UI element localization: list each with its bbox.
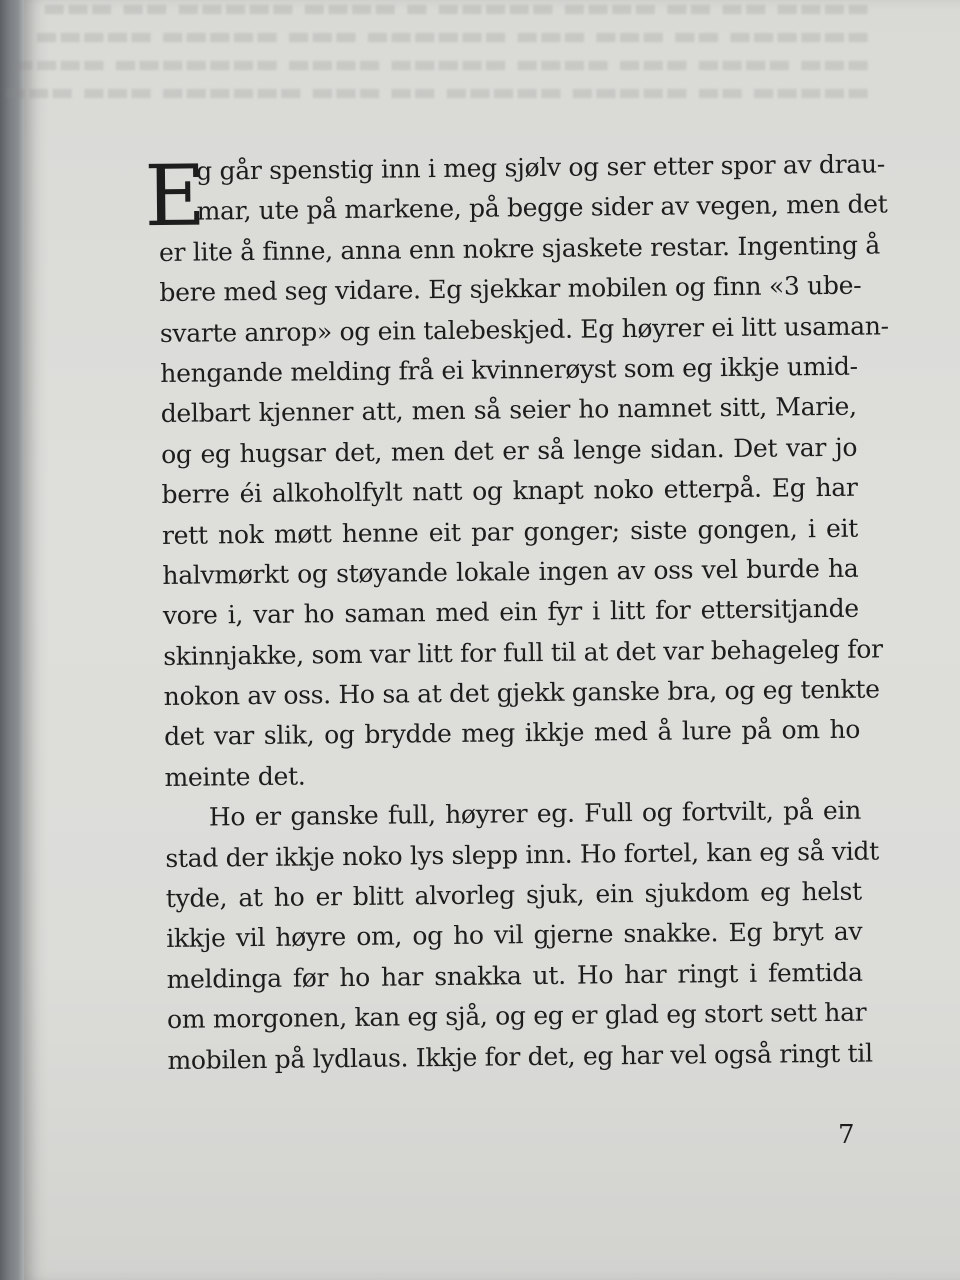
paragraph — [165, 791, 880, 1081]
text-line: skinnjakke, som var litt for full til at det var behageleg for — [163, 634, 883, 671]
text-line: mar, ute på markene, på begge sider av vegen, men det — [196, 189, 888, 226]
paragraph — [158, 145, 889, 799]
text-line: Ho er ganske full, høyrer eg. Full og fortvilt, på ein — [208, 795, 862, 832]
text-line: om morgonen, kan eg sjå, og eg er glad eg stort sett har — [166, 997, 867, 1035]
text-line: det var slik, og brydde meg ikkje med å lure på om ho — [163, 715, 861, 752]
book-page — [3, 0, 960, 1280]
text-line: tyde, at ho er blitt alvorleg sjuk, ein sjukdom eg helst — [165, 876, 862, 913]
text-line: meinte det. — [164, 761, 306, 792]
text-line: meldinga før ho har snakka ut. Ho har ringt i femtida — [166, 957, 863, 994]
text-line: svarte anrop» og ein talebeskjed. Eg høyrer ei litt usaman- — [159, 310, 889, 348]
bleed-through-text: ▬▬▬▬ ▬▬ ▬▬ ▬▬▬▬ ▬▬▬▬▬ ▬ ▬▬▬▬ ▬▬▬▬▬ ▬▬ ▬▬▬ ▬▬▬▬▬▬ ▬▬ ▬▬▬ ▬▬▬ ▬▬▬▬▬▬ ▬▬▬ ▬▬▬▬▬ ▬▬▬▬▬ ▬▬▬ ▬▬▬▬ ▬▬▬ ▬▬▬▬ ▬▬▬▬▬ ▬▬▬▬ ▬▬▬▬▬▬▬ ▬▬▬▬ ▬▬▬▬▬ ▬▬ ▬▬▬▬▬ ▬▬▬▬▬ ▬▬ ▬▬▬ ▬▬▬▬▬▬ ▬▬▬ ▬▬▬ — [3, 0, 870, 106]
text-line: hengande melding frå ei kvinnerøyst som eg ikkje umid- — [160, 351, 858, 388]
text-line: mobilen på lydlaus. Ikkje for det, eg har vel også ringt til — [167, 1038, 873, 1075]
text-line: og eg hugsar det, men det er så lenge sidan. Det var jo — [161, 432, 858, 469]
text-line: halvmørkt og støyande lokale ingen av oss vel burde ha — [162, 553, 859, 590]
text-line: stad der ikkje noko lys slepp inn. Ho fortel, kan eg så vidt — [165, 836, 880, 873]
page-number: 7 — [838, 1120, 855, 1150]
text-line: berre éi alkoholfylt natt og knapt noko etterpå. Eg har — [161, 472, 858, 510]
text-line: er lite å finne, anna enn nokre sjaskete restar. Ingenting å — [158, 230, 881, 267]
text-line: delbart kjenner att, men så seier ho namnet sitt, Marie, — [160, 392, 857, 429]
text-line: bere med seg vidare. Eg sjekkar mobilen og finn «3 ube- — [159, 270, 862, 308]
body-text — [143, 145, 889, 1081]
text-line: ikkje vil høyre om, og ho vil gjerne snakke. Eg bryt av — [166, 917, 863, 954]
text-line: rett nok møtt henne eit par gonger; siste gongen, i eit — [161, 513, 859, 550]
text-line: nokon av oss. Ho sa at det gjekk ganske bra, og eg tenkte — [163, 674, 880, 712]
drop-cap: E — [143, 146, 207, 246]
text-line: g går spenstig inn i meg sjølv og ser etter spor av drau- — [196, 149, 886, 186]
text-line: vore i, var ho saman med ein fyr i litt for ettersitjande — [162, 593, 859, 631]
